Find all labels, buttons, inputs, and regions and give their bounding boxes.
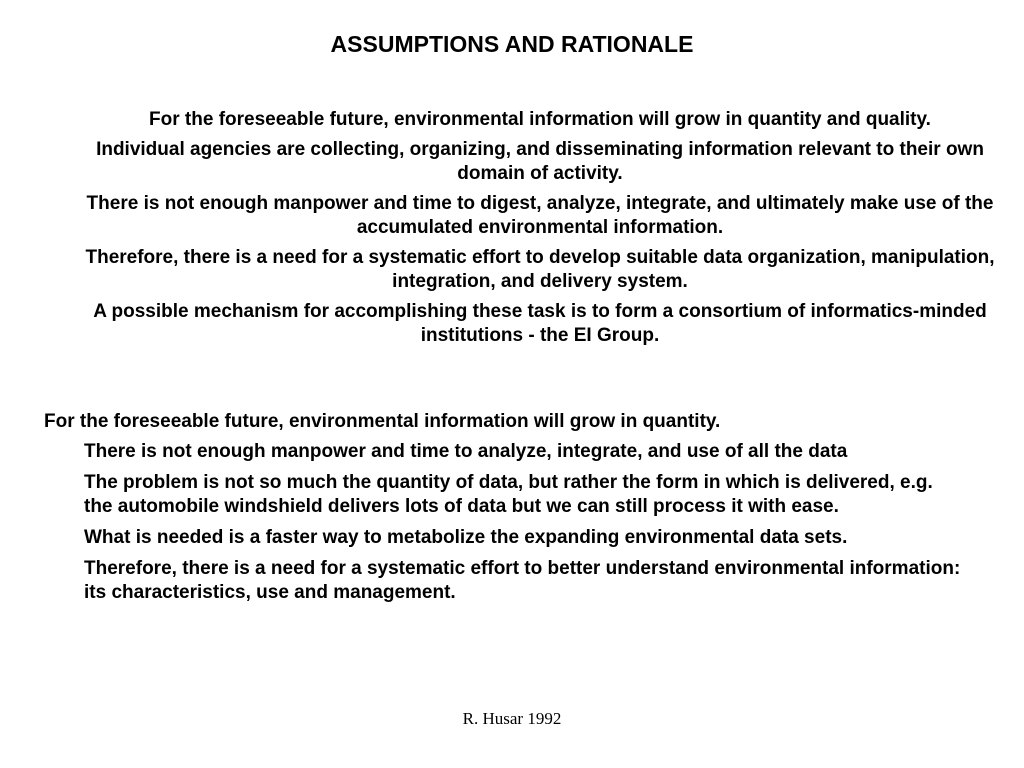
- centered-paragraph: There is not enough manpower and time to digest, analyze, integrate, and ultimately make use of the accumulated environmental information.: [86, 193, 994, 238]
- centered-paragraph: A possible mechanism for accomplishing these task is to form a consortium of informatics-minded institutions - the EI Group.: [93, 301, 987, 346]
- sub-point-list: [44, 440, 1004, 605]
- footer-credit: R. Husar 1992: [462, 709, 562, 728]
- slide-title: ASSUMPTIONS AND RATIONALE: [330, 31, 694, 57]
- bullet-section: [44, 410, 1004, 612]
- sub-point: The problem is not so much the quantity of data, but rather the form in which is delivered, e.g. the automobile windshield delivers lots of data but we can still process it with ease.: [84, 472, 933, 517]
- sub-point: There is not enough manpower and time to analyze, integrate, and use of all the data: [84, 441, 848, 462]
- sub-point: What is needed is a faster way to metabolize the expanding environmental data sets.: [84, 527, 848, 548]
- centered-paragraphs: [80, 108, 1000, 354]
- main-point: For the foreseeable future, environmental information will grow in quantity.: [44, 411, 721, 432]
- centered-paragraph: Therefore, there is a need for a systematic effort to develop suitable data organization, manipulation, integration, and delivery system.: [85, 247, 995, 292]
- centered-paragraph: For the foreseeable future, environmental information will grow in quantity and quality.: [149, 109, 931, 130]
- sub-point: Therefore, there is a need for a systematic effort to better understand environmental information: its characteristics, use and management.: [84, 558, 961, 603]
- centered-paragraph: Individual agencies are collecting, organizing, and disseminating information relevant to their own domain of activity.: [96, 139, 984, 184]
